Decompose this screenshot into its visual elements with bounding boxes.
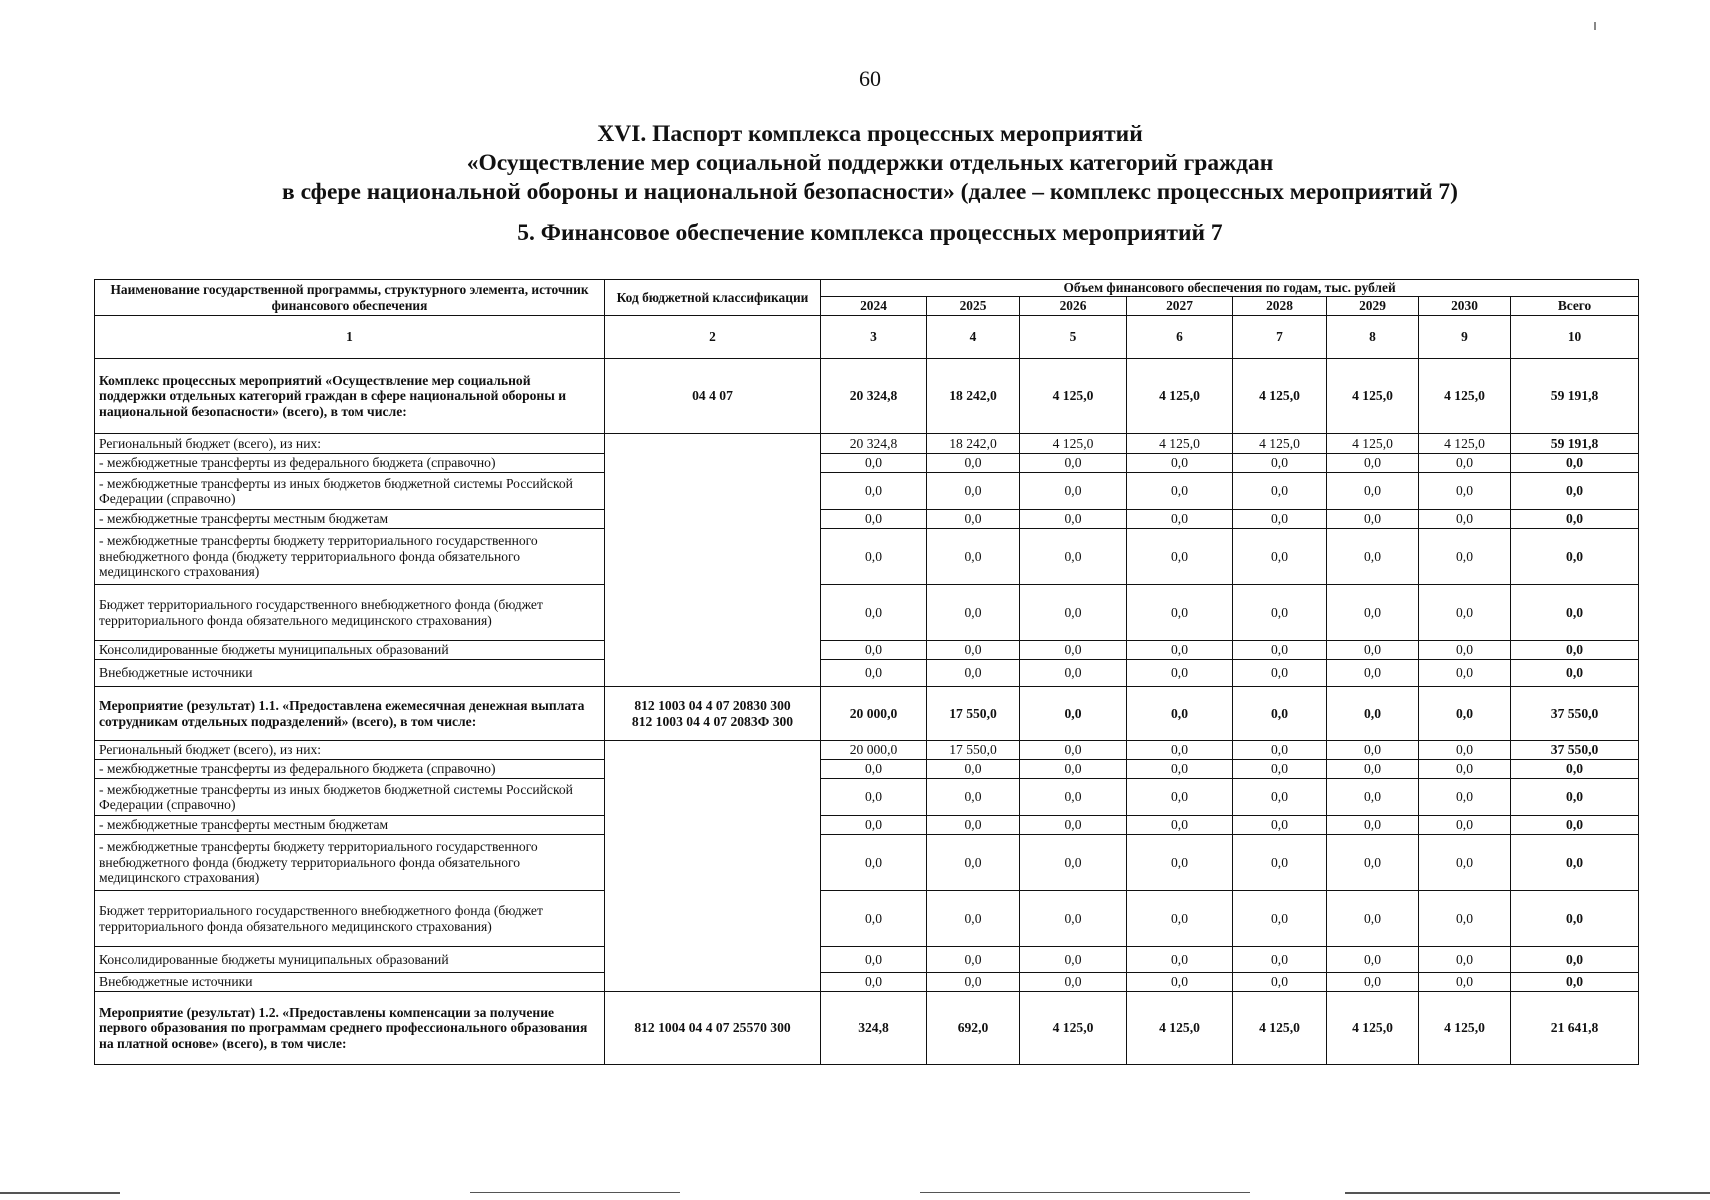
table-row xyxy=(95,641,1639,660)
year-value: 0,0 xyxy=(1419,454,1511,473)
scan-line xyxy=(470,1192,680,1193)
table-row xyxy=(95,992,1639,1065)
row-name: - межбюджетные трансферты местным бюджетам xyxy=(95,816,605,835)
year-value: 4 125,0 xyxy=(1020,359,1127,434)
year-value: 324,8 xyxy=(821,992,927,1065)
year-value: 0,0 xyxy=(927,816,1020,835)
year-value: 4 125,0 xyxy=(1233,992,1327,1065)
year-value: 0,0 xyxy=(1127,454,1233,473)
year-value: 4 125,0 xyxy=(1327,359,1419,434)
year-value: 0,0 xyxy=(1020,641,1127,660)
row-total: 0,0 xyxy=(1511,779,1639,816)
row-total: 0,0 xyxy=(1511,973,1639,992)
year-value: 0,0 xyxy=(927,473,1020,510)
year-value: 20 324,8 xyxy=(821,434,927,454)
table-row xyxy=(95,891,1639,947)
row-total: 0,0 xyxy=(1511,454,1639,473)
header-year: 2028 xyxy=(1233,297,1327,316)
year-value: 0,0 xyxy=(1127,529,1233,585)
row-name: Внебюджетные источники xyxy=(95,973,605,992)
row-name: - межбюджетные трансферты из иных бюджетов бюджетной системы Российской Федерации (справочно) xyxy=(95,779,605,816)
row-total: 0,0 xyxy=(1511,660,1639,687)
row-total: 0,0 xyxy=(1511,641,1639,660)
year-value: 0,0 xyxy=(1127,510,1233,529)
row-name: Региональный бюджет (всего), из них: xyxy=(95,741,605,760)
row-name: Внебюджетные источники xyxy=(95,660,605,687)
year-value: 0,0 xyxy=(1127,585,1233,641)
year-value: 4 125,0 xyxy=(1327,992,1419,1065)
row-name: Консолидированные бюджеты муниципальных образований xyxy=(95,641,605,660)
row-name: - межбюджетные трансферты из федерального бюджета (справочно) xyxy=(95,760,605,779)
scan-mark xyxy=(1594,22,1596,30)
year-value: 0,0 xyxy=(1127,779,1233,816)
year-value: 0,0 xyxy=(1127,816,1233,835)
year-value: 0,0 xyxy=(821,835,927,891)
header-name-column: Наименование государственной программы, структурного элемента, источник финансового обеспечения xyxy=(95,280,605,316)
year-value: 0,0 xyxy=(1233,891,1327,947)
row-name: - межбюджетные трансферты бюджету территориального государственного внебюджетного фонда (бюджету территориального фонда обязательного медицинского страхования) xyxy=(95,835,605,891)
row-name: Бюджет территориального государственного внебюджетного фонда (бюджет территориального фонда обязательного медицинского страхования) xyxy=(95,585,605,641)
year-value: 4 125,0 xyxy=(1127,434,1233,454)
row-name: - межбюджетные трансферты из федерального бюджета (справочно) xyxy=(95,454,605,473)
year-value: 0,0 xyxy=(821,641,927,660)
year-value: 0,0 xyxy=(1020,973,1127,992)
year-value: 0,0 xyxy=(821,510,927,529)
year-value: 0,0 xyxy=(1419,816,1511,835)
column-number: 8 xyxy=(1327,316,1419,359)
row-total: 0,0 xyxy=(1511,891,1639,947)
row-name: - межбюджетные трансферты бюджету территориального государственного внебюджетного фонда (бюджету территориального фонда обязательного медицинского страхования) xyxy=(95,529,605,585)
year-value: 0,0 xyxy=(1020,660,1127,687)
year-value: 0,0 xyxy=(1327,529,1419,585)
budget-code xyxy=(605,434,821,687)
header-volume-column: Объем финансового обеспечения по годам, тыс. рублей xyxy=(821,280,1639,297)
year-value: 0,0 xyxy=(1127,973,1233,992)
header-total: Всего xyxy=(1511,297,1639,316)
year-value: 0,0 xyxy=(1233,779,1327,816)
year-value: 0,0 xyxy=(1419,835,1511,891)
year-value: 0,0 xyxy=(1419,660,1511,687)
year-value: 17 550,0 xyxy=(927,687,1020,741)
column-number: 7 xyxy=(1233,316,1327,359)
header-year: 2025 xyxy=(927,297,1020,316)
year-value: 0,0 xyxy=(1233,760,1327,779)
scan-line xyxy=(1345,1192,1710,1194)
year-value: 0,0 xyxy=(1127,687,1233,741)
year-value: 18 242,0 xyxy=(927,434,1020,454)
row-total: 37 550,0 xyxy=(1511,687,1639,741)
year-value: 0,0 xyxy=(927,973,1020,992)
year-value: 4 125,0 xyxy=(1020,992,1127,1065)
year-value: 0,0 xyxy=(1020,687,1127,741)
year-value: 0,0 xyxy=(927,760,1020,779)
scan-line xyxy=(0,1192,120,1194)
year-value: 0,0 xyxy=(927,585,1020,641)
year-value: 0,0 xyxy=(1233,510,1327,529)
budget-code: 812 1004 04 4 07 25570 300 xyxy=(605,992,821,1065)
row-total: 59 191,8 xyxy=(1511,434,1639,454)
row-total: 0,0 xyxy=(1511,816,1639,835)
table-row xyxy=(95,741,1639,760)
year-value: 4 125,0 xyxy=(1020,434,1127,454)
row-name: Мероприятие (результат) 1.2. «Предоставлены компенсации за получение первого образования по программам среднего профессионального образования на платной основе» (всего), в том числе: xyxy=(95,992,605,1065)
year-value: 0,0 xyxy=(927,510,1020,529)
year-value: 0,0 xyxy=(821,973,927,992)
year-value: 0,0 xyxy=(1233,529,1327,585)
header-year: 2024 xyxy=(821,297,927,316)
year-value: 0,0 xyxy=(1127,741,1233,760)
table-row xyxy=(95,816,1639,835)
header-year: 2030 xyxy=(1419,297,1511,316)
year-value: 0,0 xyxy=(1233,973,1327,992)
year-value: 4 125,0 xyxy=(1419,434,1511,454)
year-value: 0,0 xyxy=(1020,473,1127,510)
row-total: 0,0 xyxy=(1511,947,1639,973)
year-value: 0,0 xyxy=(1419,510,1511,529)
year-value: 0,0 xyxy=(927,454,1020,473)
year-value: 0,0 xyxy=(821,660,927,687)
row-name: Мероприятие (результат) 1.1. «Предоставлена ежемесячная денежная выплата сотрудникам отдельных подразделений» (всего), в том числе: xyxy=(95,687,605,741)
year-value: 0,0 xyxy=(1327,891,1419,947)
year-value: 0,0 xyxy=(1327,687,1419,741)
row-name: Комплекс процессных мероприятий «Осуществление мер социальной поддержки отдельных категорий граждан в сфере национальной обороны и национальной безопасности» (всего), в том числе: xyxy=(95,359,605,434)
year-value: 0,0 xyxy=(1020,891,1127,947)
year-value: 0,0 xyxy=(1419,641,1511,660)
column-number: 4 xyxy=(927,316,1020,359)
table-row xyxy=(95,947,1639,973)
year-value: 0,0 xyxy=(1020,741,1127,760)
header-year: 2029 xyxy=(1327,297,1419,316)
year-value: 692,0 xyxy=(927,992,1020,1065)
table-row xyxy=(95,660,1639,687)
year-value: 0,0 xyxy=(1233,947,1327,973)
year-value: 4 125,0 xyxy=(1127,992,1233,1065)
year-value: 0,0 xyxy=(927,779,1020,816)
row-total: 0,0 xyxy=(1511,585,1639,641)
year-value: 0,0 xyxy=(1327,641,1419,660)
header-year: 2026 xyxy=(1020,297,1127,316)
scan-line xyxy=(920,1192,1250,1193)
row-name: Консолидированные бюджеты муниципальных образований xyxy=(95,947,605,973)
year-value: 0,0 xyxy=(1419,529,1511,585)
year-value: 4 125,0 xyxy=(1233,359,1327,434)
year-value: 0,0 xyxy=(1127,760,1233,779)
year-value: 0,0 xyxy=(1327,454,1419,473)
table-row xyxy=(95,359,1639,434)
row-total: 0,0 xyxy=(1511,473,1639,510)
page-number: 60 xyxy=(859,66,881,91)
year-value: 0,0 xyxy=(1233,454,1327,473)
column-number: 6 xyxy=(1127,316,1233,359)
year-value: 0,0 xyxy=(1233,473,1327,510)
financing-table xyxy=(94,279,1639,1065)
year-value: 0,0 xyxy=(927,835,1020,891)
year-value: 0,0 xyxy=(1419,891,1511,947)
year-value: 0,0 xyxy=(1419,687,1511,741)
year-value: 4 125,0 xyxy=(1419,359,1511,434)
table-row xyxy=(95,973,1639,992)
table-row xyxy=(95,835,1639,891)
year-value: 0,0 xyxy=(821,760,927,779)
year-value: 18 242,0 xyxy=(927,359,1020,434)
table-row xyxy=(95,779,1639,816)
column-number: 5 xyxy=(1020,316,1127,359)
year-value: 0,0 xyxy=(821,529,927,585)
table-row xyxy=(95,454,1639,473)
year-value: 20 000,0 xyxy=(821,741,927,760)
year-value: 0,0 xyxy=(1020,835,1127,891)
year-value: 0,0 xyxy=(1327,660,1419,687)
budget-code xyxy=(605,741,821,992)
year-value: 4 125,0 xyxy=(1233,434,1327,454)
year-value: 0,0 xyxy=(821,779,927,816)
row-total: 37 550,0 xyxy=(1511,741,1639,760)
year-value: 0,0 xyxy=(1327,741,1419,760)
year-value: 0,0 xyxy=(1327,816,1419,835)
year-value: 20 324,8 xyxy=(821,359,927,434)
year-value: 0,0 xyxy=(1020,529,1127,585)
row-name: - межбюджетные трансферты из иных бюджетов бюджетной системы Российской Федерации (справочно) xyxy=(95,473,605,510)
year-value: 0,0 xyxy=(1419,973,1511,992)
title-line: в сфере национальной обороны и национальной безопасности» (далее – комплекс процессных мероприятий 7) xyxy=(282,179,1458,205)
year-value: 0,0 xyxy=(1020,585,1127,641)
column-number: 10 xyxy=(1511,316,1639,359)
table-row xyxy=(95,510,1639,529)
row-total: 0,0 xyxy=(1511,529,1639,585)
column-number: 3 xyxy=(821,316,927,359)
row-total: 21 641,8 xyxy=(1511,992,1639,1065)
year-value: 0,0 xyxy=(1127,947,1233,973)
year-value: 0,0 xyxy=(1327,973,1419,992)
year-value: 20 000,0 xyxy=(821,687,927,741)
year-value: 0,0 xyxy=(1127,660,1233,687)
year-value: 0,0 xyxy=(927,891,1020,947)
year-value: 0,0 xyxy=(821,473,927,510)
budget-code: 812 1003 04 4 07 20830 300 812 1003 04 4 07 2083Ф 300 xyxy=(605,687,821,741)
table-row xyxy=(95,760,1639,779)
year-value: 0,0 xyxy=(1020,947,1127,973)
table-row xyxy=(95,687,1639,741)
row-name: - межбюджетные трансферты местным бюджетам xyxy=(95,510,605,529)
year-value: 4 125,0 xyxy=(1127,359,1233,434)
year-value: 0,0 xyxy=(1327,473,1419,510)
header-code-column: Код бюджетной классификации xyxy=(605,280,821,316)
year-value: 0,0 xyxy=(1419,585,1511,641)
year-value: 17 550,0 xyxy=(927,741,1020,760)
column-number: 2 xyxy=(605,316,821,359)
year-value: 0,0 xyxy=(1233,816,1327,835)
year-value: 0,0 xyxy=(1327,510,1419,529)
year-value: 0,0 xyxy=(927,660,1020,687)
year-value: 0,0 xyxy=(927,947,1020,973)
row-total: 59 191,8 xyxy=(1511,359,1639,434)
year-value: 0,0 xyxy=(1233,641,1327,660)
year-value: 0,0 xyxy=(1127,891,1233,947)
row-total: 0,0 xyxy=(1511,835,1639,891)
year-value: 0,0 xyxy=(1419,760,1511,779)
year-value: 0,0 xyxy=(1020,816,1127,835)
year-value: 4 125,0 xyxy=(1327,434,1419,454)
year-value: 0,0 xyxy=(1419,741,1511,760)
row-name: Региональный бюджет (всего), из них: xyxy=(95,434,605,454)
year-value: 0,0 xyxy=(1327,779,1419,816)
title-line: XVI. Паспорт комплекса процессных мероприятий xyxy=(597,121,1143,147)
table-row xyxy=(95,529,1639,585)
year-value: 0,0 xyxy=(1419,779,1511,816)
year-value: 0,0 xyxy=(1127,641,1233,660)
column-number: 1 xyxy=(95,316,605,359)
year-value: 0,0 xyxy=(1233,585,1327,641)
year-value: 0,0 xyxy=(1233,835,1327,891)
year-value: 0,0 xyxy=(1233,687,1327,741)
year-value: 4 125,0 xyxy=(1419,992,1511,1065)
year-value: 0,0 xyxy=(1419,473,1511,510)
year-value: 0,0 xyxy=(821,947,927,973)
year-value: 0,0 xyxy=(1127,473,1233,510)
year-value: 0,0 xyxy=(1020,454,1127,473)
year-value: 0,0 xyxy=(1327,947,1419,973)
year-value: 0,0 xyxy=(821,454,927,473)
title-line: «Осуществление мер социальной поддержки отдельных категорий граждан xyxy=(466,150,1274,176)
year-value: 0,0 xyxy=(1327,835,1419,891)
year-value: 0,0 xyxy=(1020,760,1127,779)
year-value: 0,0 xyxy=(1127,835,1233,891)
table-row xyxy=(95,434,1639,454)
year-value: 0,0 xyxy=(1419,947,1511,973)
table-row xyxy=(95,473,1639,510)
year-value: 0,0 xyxy=(1233,660,1327,687)
year-value: 0,0 xyxy=(927,529,1020,585)
year-value: 0,0 xyxy=(821,816,927,835)
budget-code: 04 4 07 xyxy=(605,359,821,434)
year-value: 0,0 xyxy=(927,641,1020,660)
year-value: 0,0 xyxy=(1327,760,1419,779)
column-number: 9 xyxy=(1419,316,1511,359)
table-row xyxy=(95,585,1639,641)
row-total: 0,0 xyxy=(1511,510,1639,529)
year-value: 0,0 xyxy=(1020,779,1127,816)
header-year: 2027 xyxy=(1127,297,1233,316)
year-value: 0,0 xyxy=(1327,585,1419,641)
section-title: 5. Финансовое обеспечение комплекса процессных мероприятий 7 xyxy=(517,220,1223,246)
row-total: 0,0 xyxy=(1511,760,1639,779)
year-value: 0,0 xyxy=(821,891,927,947)
year-value: 0,0 xyxy=(821,585,927,641)
year-value: 0,0 xyxy=(1020,510,1127,529)
row-name: Бюджет территориального государственного внебюджетного фонда (бюджет территориального фонда обязательного медицинского страхования) xyxy=(95,891,605,947)
year-value: 0,0 xyxy=(1233,741,1327,760)
document-title xyxy=(0,120,1710,207)
